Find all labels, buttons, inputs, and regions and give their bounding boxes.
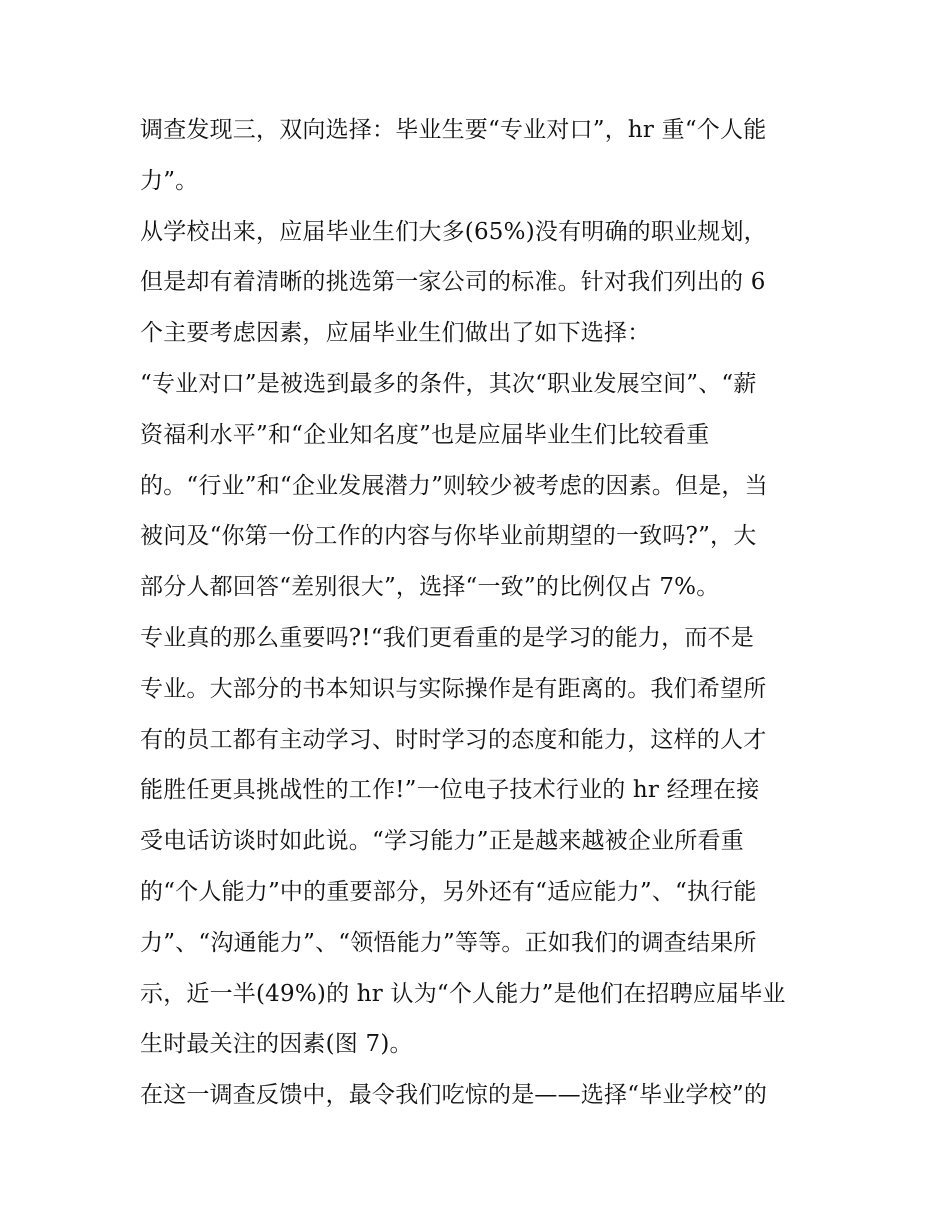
text-line: 资福利水平”和“企业知名度”也是应届毕业生们比较看重 — [140, 421, 710, 448]
text-line: 个主要考虑因素，应届毕业生们做出了如下选择： — [140, 320, 651, 347]
text-line: 被问及“你第一份工作的内容与你毕业前期望的一致吗?”，大 — [140, 523, 757, 550]
text-line: 专业。大部分的书本知识与实际操作是有距离的。我们希望所 — [140, 675, 767, 702]
text-line: 但是却有着清晰的挑选第一家公司的标准。针对我们列出的 6 — [140, 269, 766, 296]
text-line: 能胜任更具挑战性的工作!”一位电子技术行业的 hr 经理在接 — [140, 777, 760, 804]
text-line: 生时最关注的因素(图 7)。 — [140, 1031, 413, 1058]
text-line: 部分人都回答“差别很大”，选择“一致”的比例仅占 7%。 — [140, 574, 720, 601]
text-line: 的。“行业”和“企业发展潜力”则较少被考虑的因素。但是，当 — [140, 472, 768, 499]
text-line: 力”。 — [140, 167, 199, 194]
text-line: “专业对口”是被选到最多的条件，其次“职业发展空间”、“薪 — [140, 370, 757, 397]
body-text — [140, 108, 820, 1124]
text-line: 调查发现三，双向选择：毕业生要“专业对口”，hr 重“个人能 — [140, 117, 767, 143]
text-line: 在这一调查反馈中，最令我们吃惊的是——选择“毕业学校”的 — [140, 1082, 768, 1109]
text-line: 力”、“沟通能力”、“领悟能力”等等。正如我们的调查结果所 — [140, 929, 757, 956]
text-line: 专业真的那么重要吗?!“我们更看重的是学习的能力，而不是 — [140, 624, 754, 651]
text-line: 有的员工都有主动学习、时时学习的态度和能力，这样的人才 — [140, 726, 767, 753]
text-line: 受电话访谈时如此说。“学习能力”正是越来越被企业所看重 — [140, 828, 744, 855]
text-line: 的“个人能力”中的重要部分，另外还有“适应能力”、“执行能 — [140, 878, 757, 905]
text-line: 示，近一半(49%)的 hr 认为“个人能力”是他们在招聘应届毕业 — [140, 980, 786, 1007]
text-line: 从学校出来，应届毕业生们大多(65%)没有明确的职业规划， — [140, 218, 767, 245]
